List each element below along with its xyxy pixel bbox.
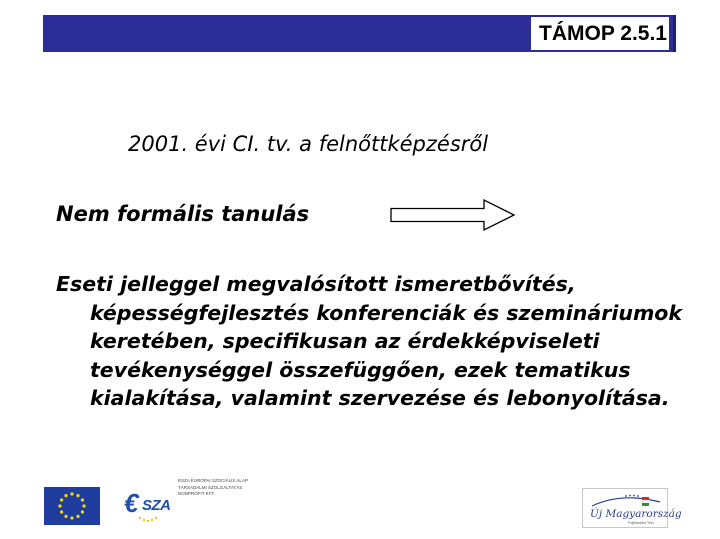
- svg-text:€: €: [124, 488, 139, 518]
- esza-wordmark-icon: [122, 474, 182, 534]
- svg-text:SZA: SZA: [142, 497, 171, 514]
- esza-logo: [122, 474, 268, 534]
- eu-flag-icon: [44, 487, 100, 525]
- right-arrow-icon: [390, 198, 516, 232]
- law-title: 2001. évi CI. tv. a felnőttképzésről: [128, 132, 489, 156]
- uj-magyarorszag-text: Új Magyarország: [590, 508, 682, 520]
- definition-paragraph: Eseti jelleggel megvalósított ismeretbővítés, képességfejlesztés konferenciák és szemináriumok keretében, specifikusan az érdekképviseleti tevékenységgel összefüggően, ezek tematikus kialakítása, valamint szervezése és lebonyolítása.: [56, 272, 683, 410]
- header-title: TÁMOP 2.5.1: [531, 17, 669, 50]
- nonformal-learning-label: Nem formális tanulás: [56, 202, 310, 226]
- uj-magyarorszag-logo: [582, 488, 682, 528]
- header-bar: [43, 15, 676, 52]
- uj-magyarorszag-subtext: Fejlesztési Terv: [628, 521, 655, 525]
- esza-text: ESZA EURÓPAI SZOCIÁLIS ALAP TÁRSADALMI SZOLGÁLTATÁS NONPROFIT KFT.: [178, 478, 248, 496]
